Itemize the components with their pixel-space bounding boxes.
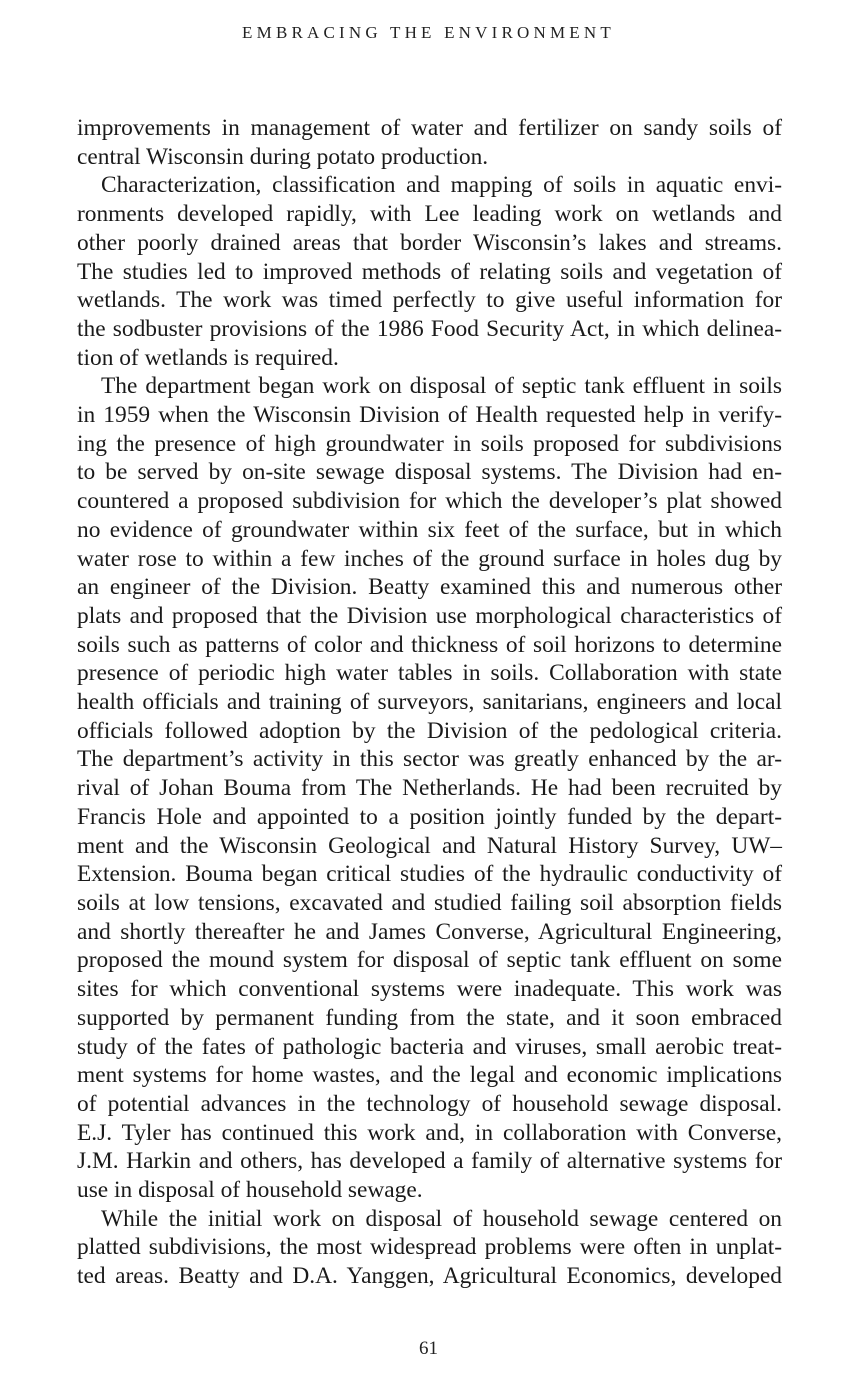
text-line: tion of wetlands is required. xyxy=(77,344,339,371)
text-line: to be served by on-site sewage disposal systems. The Division had en- xyxy=(77,459,782,486)
text-line: platted subdivisions, the most widespread problems were often in unplat- xyxy=(77,1234,782,1261)
text-line: soils such as patterns of color and thickness of soil horizons to determine xyxy=(77,631,782,658)
page-number: 61 xyxy=(419,1338,438,1359)
text-line: E.J. Tyler has continued this work and, in collaboration with Converse, xyxy=(77,1119,782,1146)
text-line: of potential advances in the technology of household sewage disposal. xyxy=(77,1090,782,1117)
body-text xyxy=(77,114,782,1291)
text-line: Extension. Bouma began critical studies of the hydraulic conductivity of xyxy=(77,861,782,888)
text-line: ment systems for home wastes, and the legal and economic implications xyxy=(77,1062,782,1089)
text-line: ted areas. Beatty and D.A. Yanggen, Agricultural Economics, developed xyxy=(77,1263,782,1290)
text-line: ronments developed rapidly, with Lee leading work on wetlands and xyxy=(77,201,782,228)
text-line: J.M. Harkin and others, has developed a family of alternative systems for xyxy=(77,1148,782,1175)
text-line: supported by permanent funding from the state, and it soon embraced xyxy=(77,1004,782,1031)
text-line: officials followed adoption by the Division of the pedological criteria. xyxy=(77,717,782,744)
text-line: improvements in management of water and fertilizer on sandy soils of xyxy=(77,115,782,141)
text-line: presence of periodic high water tables in soils. Collaboration with state xyxy=(77,660,782,687)
text-line: wetlands. The work was timed perfectly to give useful information for xyxy=(77,287,782,314)
text-line: central Wisconsin during potato production. xyxy=(77,143,489,170)
text-line: other poorly drained areas that border Wisconsin’s lakes and streams. xyxy=(77,229,782,256)
text-line: soils at low tensions, excavated and studied failing soil absorption fields xyxy=(77,889,782,916)
text-line: The studies led to improved methods of relating soils and vegetation of xyxy=(77,258,782,285)
text-line: water rose to within a few inches of the ground surface in holes dug by xyxy=(77,545,782,572)
text-line: ment and the Wisconsin Geological and Natural History Survey, UW– xyxy=(77,832,782,859)
text-line: countered a proposed subdivision for which the developer’s plat showed xyxy=(77,488,782,515)
text-line: rival of Johan Bouma from The Netherlands. He had been recruited by xyxy=(77,775,782,802)
text-line: health officials and training of surveyors, sanitarians, engineers and local xyxy=(77,689,782,716)
text-line: an engineer of the Division. Beatty examined this and numerous other xyxy=(77,574,782,601)
text-line: ing the presence of high groundwater in soils proposed for subdivisions xyxy=(77,430,782,457)
text-line: Characterization, classification and mapping of soils in aquatic envi- xyxy=(101,172,782,199)
text-line: The department began work on disposal of septic tank effluent in soils xyxy=(101,373,782,400)
text-line: sites for which conventional systems were inadequate. This work was xyxy=(77,976,782,1003)
text-line: no evidence of groundwater within six feet of the surface, but in which xyxy=(77,516,782,543)
text-line: in 1959 when the Wisconsin Division of Health requested help in verify- xyxy=(77,402,782,429)
text-line: proposed the mound system for disposal of septic tank effluent on some xyxy=(77,947,782,974)
text-line: Francis Hole and appointed to a position jointly funded by the depart- xyxy=(77,803,782,830)
text-line: the sodbuster provisions of the 1986 Food Security Act, in which delinea- xyxy=(77,315,782,342)
text-line: plats and proposed that the Division use morphological characteristics of xyxy=(77,602,782,629)
text-line: study of the fates of pathologic bacteria and viruses, small aerobic treat- xyxy=(77,1033,782,1060)
text-line: While the initial work on disposal of household sewage centered on xyxy=(101,1205,782,1232)
text-line: use in disposal of household sewage. xyxy=(77,1177,423,1204)
text-line: The department’s activity in this sector was greatly enhanced by the ar- xyxy=(77,746,782,773)
running-head: EMBRACING THE ENVIRONMENT xyxy=(242,23,615,42)
text-line: and shortly thereafter he and James Converse, Agricultural Engineering, xyxy=(77,918,782,945)
